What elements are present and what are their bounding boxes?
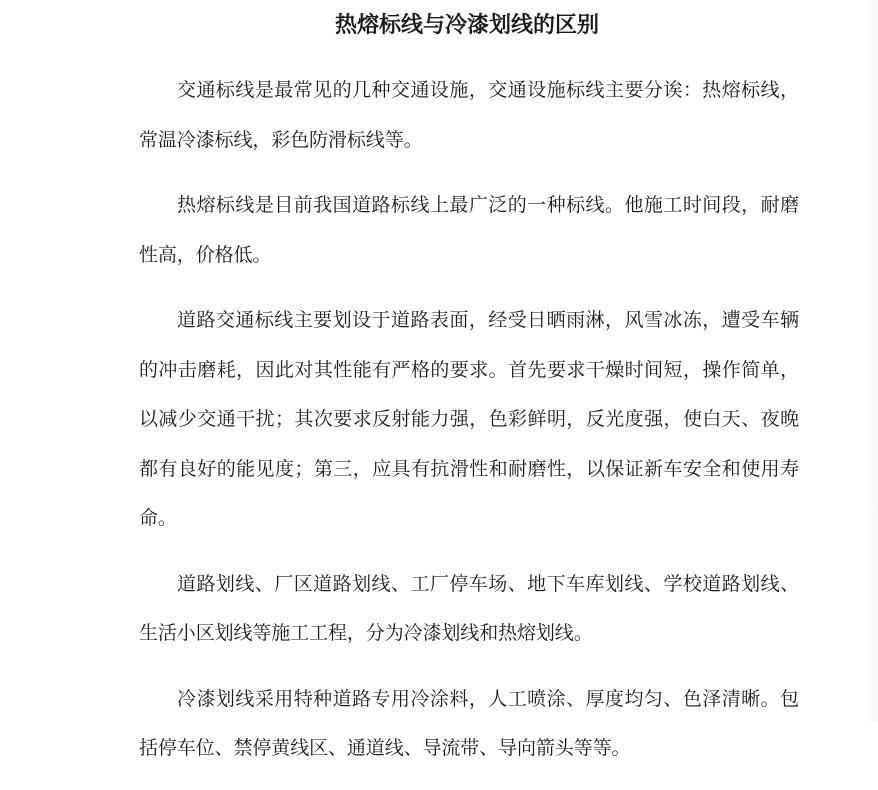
paragraph-2: 热熔标线是目前我国道路标线上最广泛的一种标线。他施工时间段，耐磨性高，价格低。 [139, 194, 799, 266]
paragraph-1: 交通标线是最常见的几种交通设施，交通设施标线主要分诶：热熔标线，常温冷漆标线，彩色防滑标线等。 [139, 79, 799, 151]
article-body [139, 66, 799, 790]
paragraph-5: 冷漆划线采用特种道路专用冷涂料，人工喷涂、厚度均匀、色泽清晰。包括停车位、禁停黄线区、通道线、导流带、导向箭头等等。 [139, 687, 799, 759]
paragraph-4: 道路划线、厂区道路划线、工厂停车场、地下车库划线、学校道路划线、生活小区划线等施工工程，分为冷漆划线和热熔划线。 [139, 572, 799, 644]
page-edge-divider [864, 0, 878, 722]
paragraph-3: 道路交通标线主要划设于道路表面，经受日晒雨淋，风雪冰冻，遭受车辆的冲击磨耗，因此对其性能有严格的要求。首先要求干燥时间短，操作简单，以减少交通干扰；其次要求反射能力强，色彩鲜明，反光度强，使白天、夜晚都有良好的能见度；第三，应具有抗滑性和耐磨性，以保证新车安全和使用寿命。 [139, 309, 799, 529]
article-title: 热熔标线与冷漆划线的区别 [334, 13, 599, 38]
